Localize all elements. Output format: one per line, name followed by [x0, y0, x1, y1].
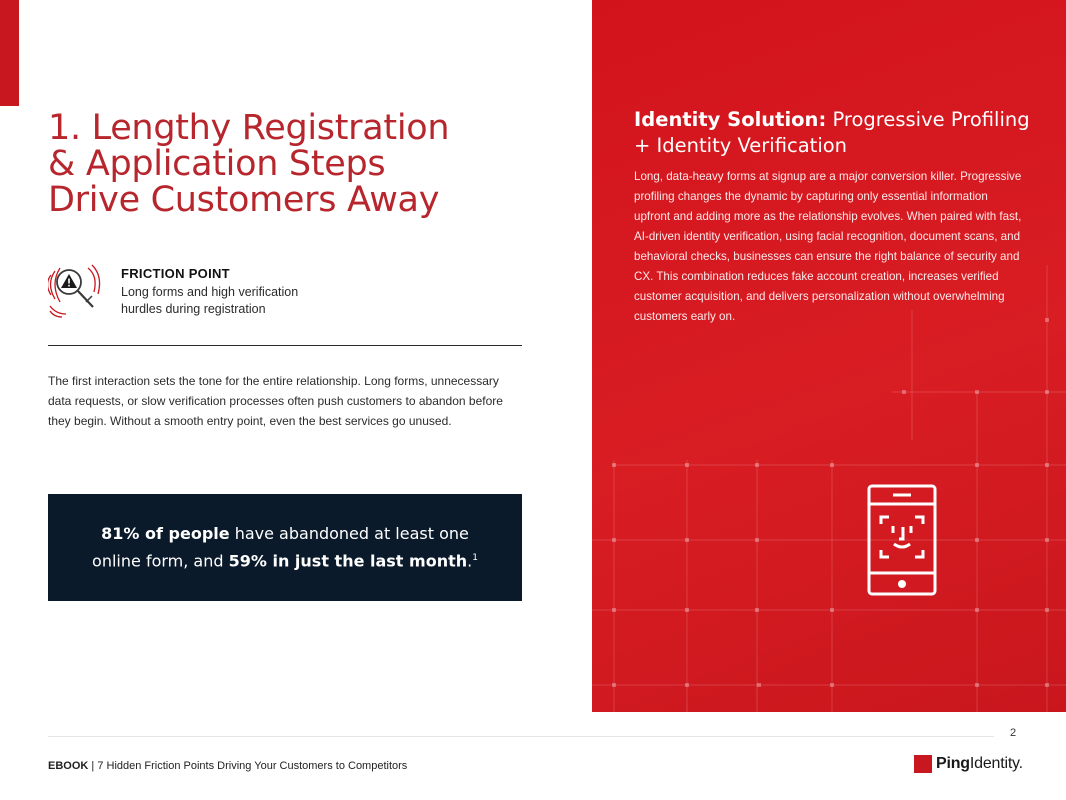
body-paragraph: The first interaction sets the tone for the entire relationship. Long forms, unnecessary data requests, or slow verification processes often push customers to abandon before they begin. Without a smooth entry point, even the best services go unused.: [48, 374, 503, 428]
ping-identity-logo: [914, 754, 1023, 774]
page-title-line: Drive Customers Away: [48, 180, 440, 220]
logo-text-bold: Ping: [936, 755, 970, 772]
friction-desc-line: hurdles during registration: [121, 302, 266, 316]
stat-callout: [48, 494, 522, 601]
page-title-line: 1. Lengthy Registration: [48, 108, 450, 148]
footnote-marker: 1: [472, 553, 478, 564]
page-number: 2: [1010, 727, 1017, 739]
friction-point-label: FRICTION POINT: [121, 266, 230, 281]
footer-separator: |: [88, 760, 98, 772]
page-title-line: & Application Steps: [48, 144, 386, 184]
friction-point-description: [121, 284, 381, 318]
logo-text: [936, 755, 1023, 773]
stat-bold-1: 81% of people: [101, 524, 230, 544]
ebook-label: EBOOK: [48, 760, 89, 772]
stat-text-2: have abandoned at least one online form, and: [92, 524, 469, 571]
corner-accent-bar: [0, 0, 19, 106]
document-title: 7 Hidden Friction Points Driving Your Customers to Competitors: [97, 760, 408, 772]
section-divider: [48, 345, 522, 346]
stat-bold-2: 59% in just the last month: [228, 551, 468, 571]
footer-document-title: [48, 760, 407, 772]
solution-body: Long, data-heavy forms at signup are a major conversion killer. Progressive profiling changes the dynamic by capturing only essential information upfront and adding more as the relationship evolves. When paired with fast, AI-driven identity verification, using facial recognition, document scans, and behavioral checks, businesses can ensure the right balance of security and CX. This combination reduces fake account creation, increases verified customer acquisition, and delivers personalization without overwhelming customers early on.: [634, 170, 1022, 323]
stat-text-4: .: [467, 551, 473, 571]
logo-mark-icon: [914, 755, 932, 773]
solution-heading-bold: Identity Solution:: [634, 108, 827, 131]
footer-divider: [48, 736, 994, 737]
solution-heading: [634, 107, 1034, 159]
friction-desc-line: Long forms and high verification: [121, 285, 299, 299]
phone-face-scan-icon: [866, 484, 938, 596]
stat-text: [85, 521, 485, 573]
solution-heading-rest: Progressive Profiling + Identity Verification: [634, 108, 1030, 157]
warning-magnifier-icon: [48, 262, 102, 318]
friction-point: [121, 266, 381, 318]
page-title: [48, 110, 548, 218]
solution-panel: [592, 0, 1066, 712]
logo-text-rest: Identity.: [969, 755, 1023, 772]
